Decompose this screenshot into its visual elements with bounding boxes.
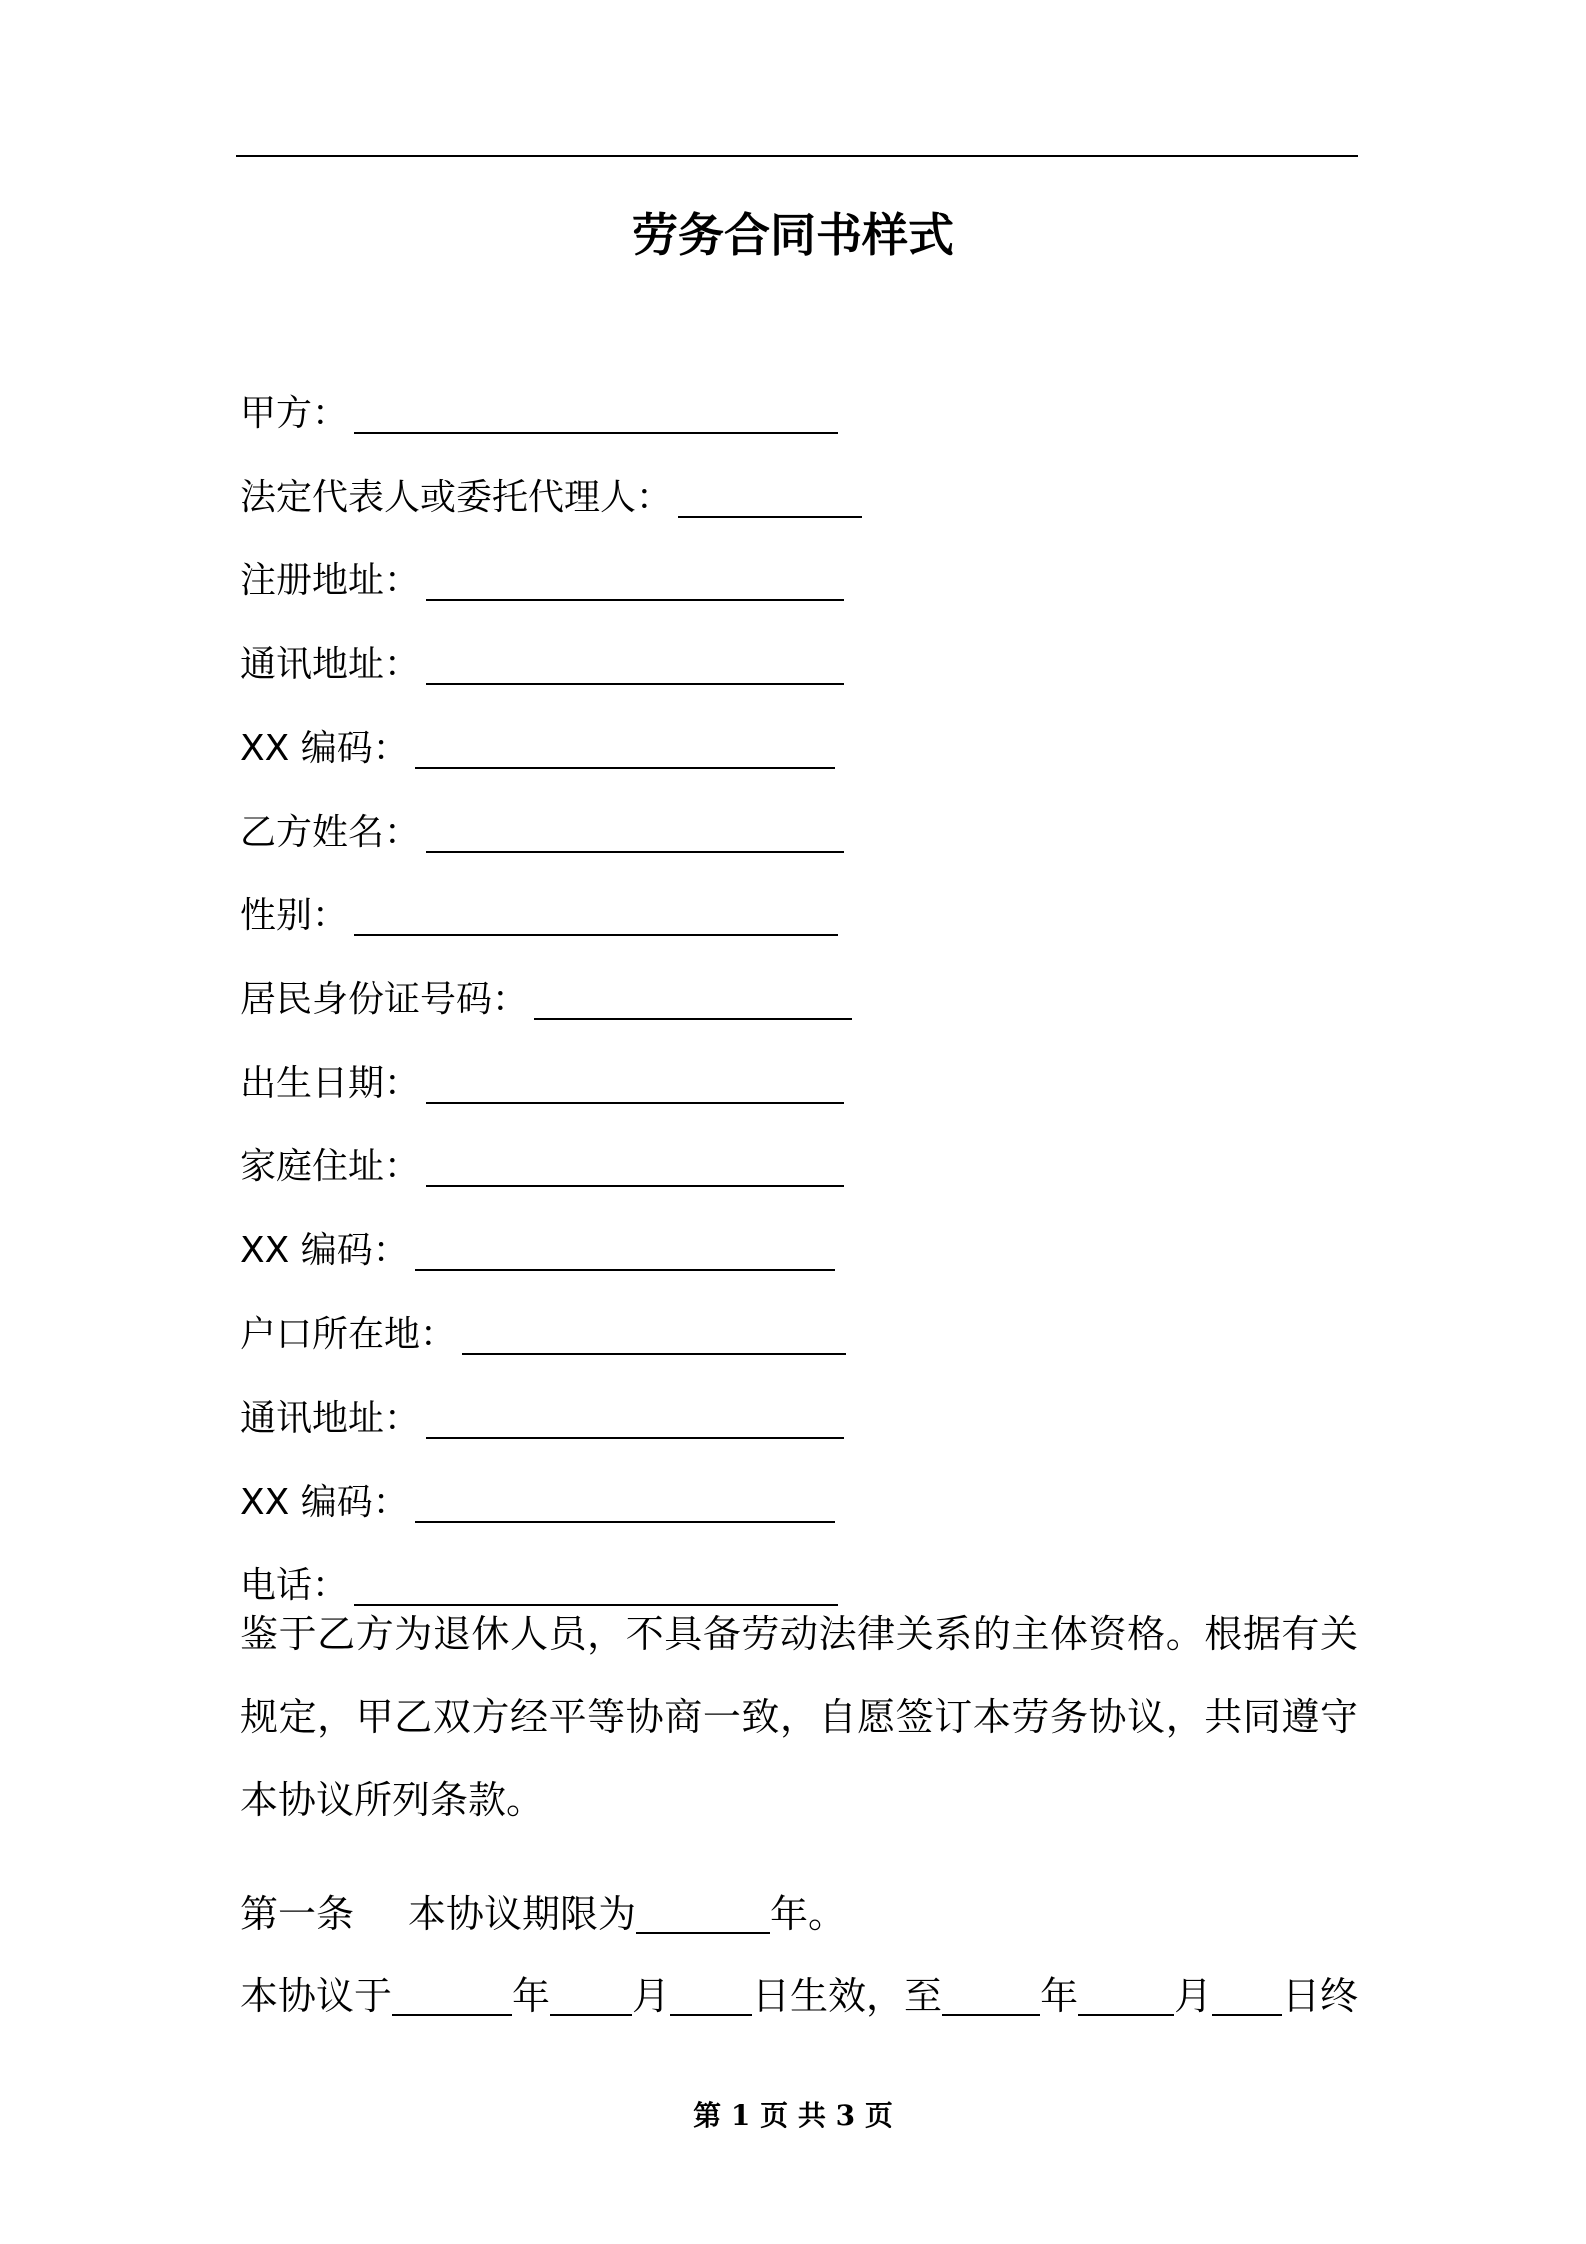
field-blank[interactable] xyxy=(462,1353,846,1355)
article-text-end: 年。 xyxy=(770,1892,847,1936)
field-label: 通讯地址： xyxy=(240,1398,421,1439)
field-party-b-name xyxy=(240,795,844,855)
field-label: 性别： xyxy=(240,895,349,936)
start-day-blank[interactable] xyxy=(670,2014,752,2016)
term-years-blank[interactable] xyxy=(636,1932,770,1934)
field-blank[interactable] xyxy=(415,767,835,769)
field-label: XX 编码： xyxy=(240,1482,409,1523)
article-text: 本协议期限为 xyxy=(408,1892,637,1936)
field-label: 家庭住址： xyxy=(240,1146,421,1187)
field-label: 乙方姓名： xyxy=(240,812,421,853)
day-label: 日生效，至 xyxy=(752,1974,943,2018)
header-rule xyxy=(236,155,1358,157)
field-postal-code xyxy=(240,711,835,771)
end-month-blank[interactable] xyxy=(1078,2014,1174,2016)
field-legal-representative xyxy=(240,460,862,520)
article-number: 第一条 xyxy=(240,1892,355,1936)
effective-period-line xyxy=(240,1970,1358,2022)
preamble-paragraph: 鉴于乙方为退休人员，不具备劳动法律关系的主体资格。根据有关规定，甲乙双方经平等协商一致，自愿签订本劳务协议，共同遵守本协议所列条款。 xyxy=(240,1612,1358,1822)
year-label: 年 xyxy=(512,1974,551,2018)
field-label: XX 编码： xyxy=(240,728,409,769)
field-label: 户口所在地： xyxy=(240,1314,457,1355)
field-blank[interactable] xyxy=(354,432,838,434)
article-1 xyxy=(240,1888,846,1940)
field-gender xyxy=(240,878,838,938)
field-mailing-address xyxy=(240,627,844,687)
field-blank[interactable] xyxy=(426,1437,844,1439)
field-blank[interactable] xyxy=(415,1269,835,1271)
field-label: 注册地址： xyxy=(240,560,421,601)
month-label: 月 xyxy=(1174,1974,1213,2018)
end-day-blank[interactable] xyxy=(1212,2014,1282,2016)
field-postal-code xyxy=(240,1213,835,1273)
field-blank[interactable] xyxy=(426,1185,844,1187)
field-birth-date xyxy=(240,1046,844,1106)
field-blank[interactable] xyxy=(678,516,862,518)
field-label: 居民身份证号码： xyxy=(240,979,529,1020)
page-footer: 第 1 页 共 3 页 xyxy=(693,2099,893,2132)
field-party-a xyxy=(240,376,838,436)
field-registered-address xyxy=(240,543,844,603)
field-label: 出生日期： xyxy=(240,1063,421,1104)
field-blank[interactable] xyxy=(426,1102,844,1104)
field-blank[interactable] xyxy=(534,1018,852,1020)
day-label: 日终 xyxy=(1282,1974,1359,2018)
year-label: 年 xyxy=(1040,1974,1079,2018)
document-title: 劳务合同书样式 xyxy=(632,208,954,262)
field-blank[interactable] xyxy=(354,934,838,936)
field-id-number xyxy=(240,962,852,1022)
start-year-blank[interactable] xyxy=(392,2014,512,2016)
field-label: 电话： xyxy=(240,1565,349,1606)
field-blank[interactable] xyxy=(426,683,844,685)
field-household-registration xyxy=(240,1297,846,1357)
field-label: 甲方： xyxy=(240,393,349,434)
field-blank[interactable] xyxy=(426,599,844,601)
field-label: 法定代表人或委托代理人： xyxy=(240,477,673,518)
end-year-blank[interactable] xyxy=(942,2014,1040,2016)
start-month-blank[interactable] xyxy=(550,2014,632,2016)
field-label: XX 编码： xyxy=(240,1230,409,1271)
field-blank[interactable] xyxy=(415,1521,835,1523)
effective-text: 本协议于 xyxy=(240,1974,393,2018)
field-postal-code xyxy=(240,1465,835,1525)
month-label: 月 xyxy=(632,1974,671,2018)
field-mailing-address xyxy=(240,1381,844,1441)
field-home-address xyxy=(240,1129,844,1189)
field-blank[interactable] xyxy=(426,851,844,853)
field-label: 通讯地址： xyxy=(240,644,421,685)
